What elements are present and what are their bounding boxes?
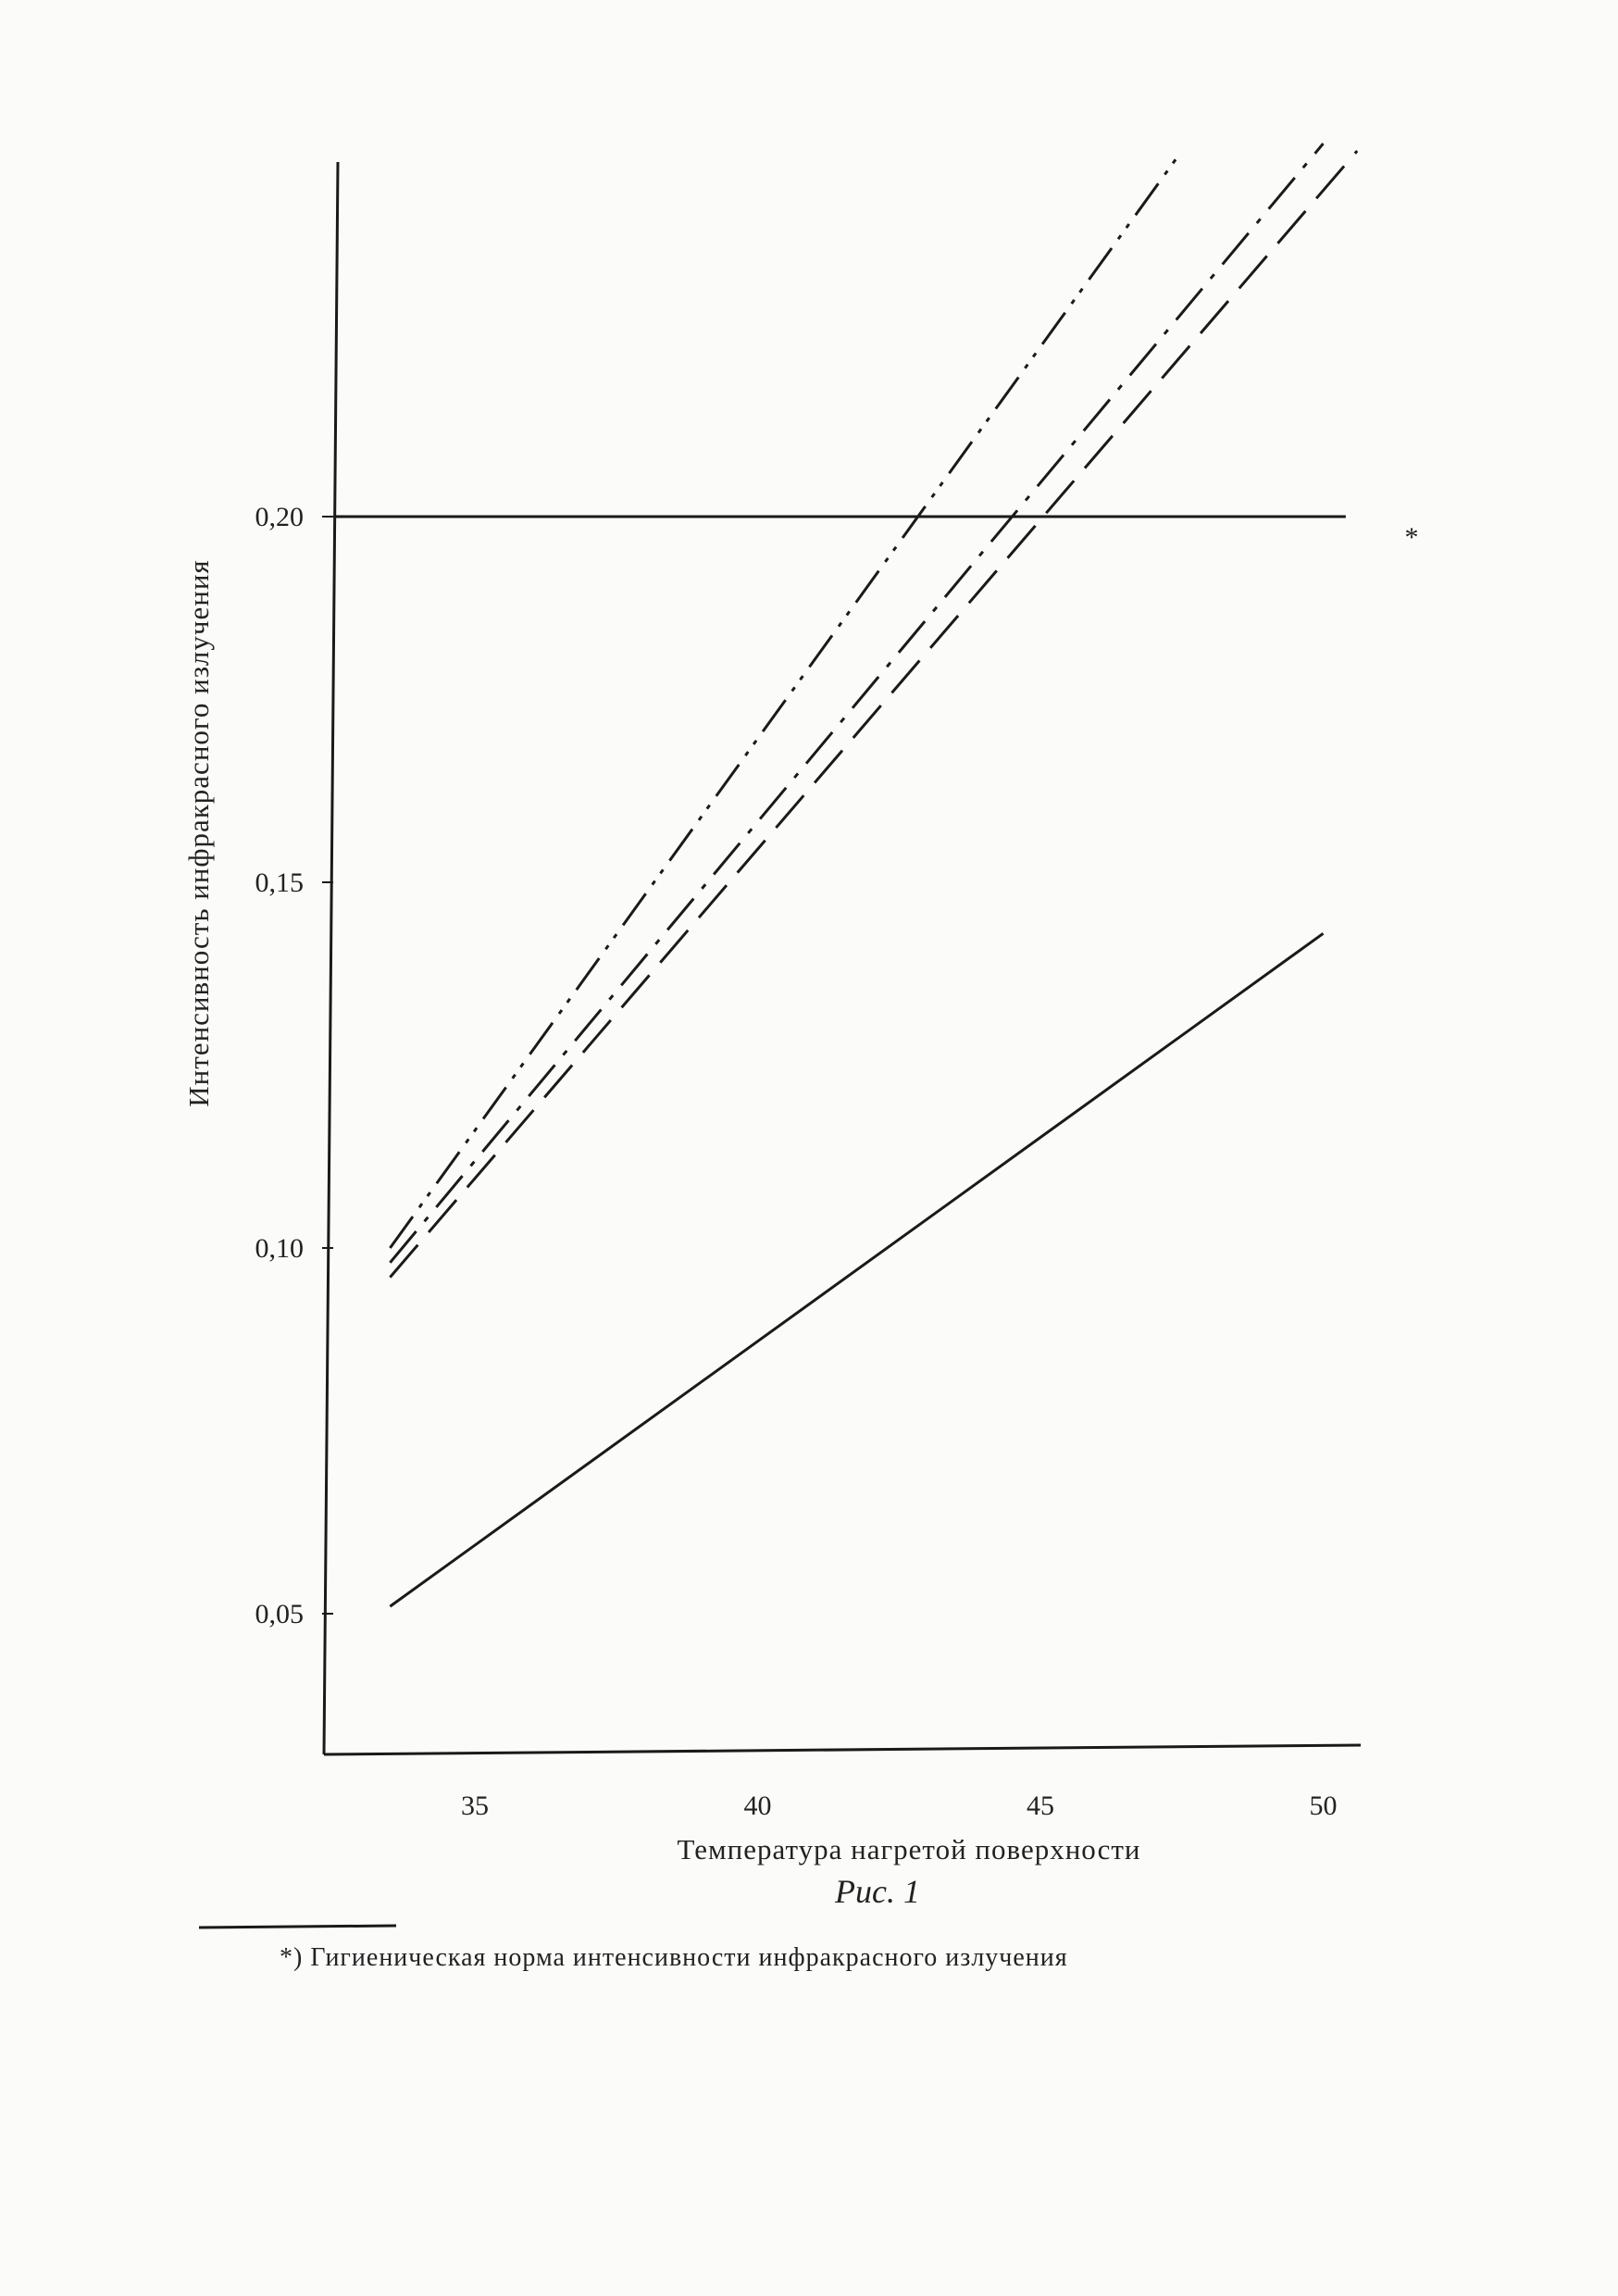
footnote: *) Гигиеническая норма интенсивности инфракрасного излучения [280, 1943, 1068, 1972]
reference-line-marker: * [1404, 522, 1419, 553]
y-tick-label: 0,10 [255, 1233, 304, 1264]
y-tick-label: 0,20 [255, 502, 304, 532]
x-tick-label: 45 [1027, 1791, 1054, 1821]
y-tick-label: 0,15 [255, 867, 304, 898]
y-axis [324, 162, 338, 1754]
x-tick-label: 35 [461, 1791, 489, 1821]
series-line-dash-dot [390, 144, 1323, 1263]
x-axis-title: Температура нагретой поверхности [677, 1833, 1141, 1866]
x-tick-label: 50 [1309, 1791, 1338, 1821]
series-line-dash-dot-dot [390, 151, 1181, 1248]
series-line-dashed [390, 151, 1357, 1278]
ticks-layer [255, 502, 1338, 1821]
y-axis-title: Интенсивность инфракрасного излучения [182, 559, 215, 1107]
series-line-solid [390, 933, 1323, 1606]
footnote-rule [199, 1926, 396, 1928]
series-layer [390, 144, 1357, 1606]
x-axis [324, 1745, 1361, 1754]
figure-caption: Рис. 1 [835, 1873, 920, 1910]
x-tick-label: 40 [743, 1791, 772, 1821]
y-tick-label: 0,05 [255, 1599, 304, 1629]
